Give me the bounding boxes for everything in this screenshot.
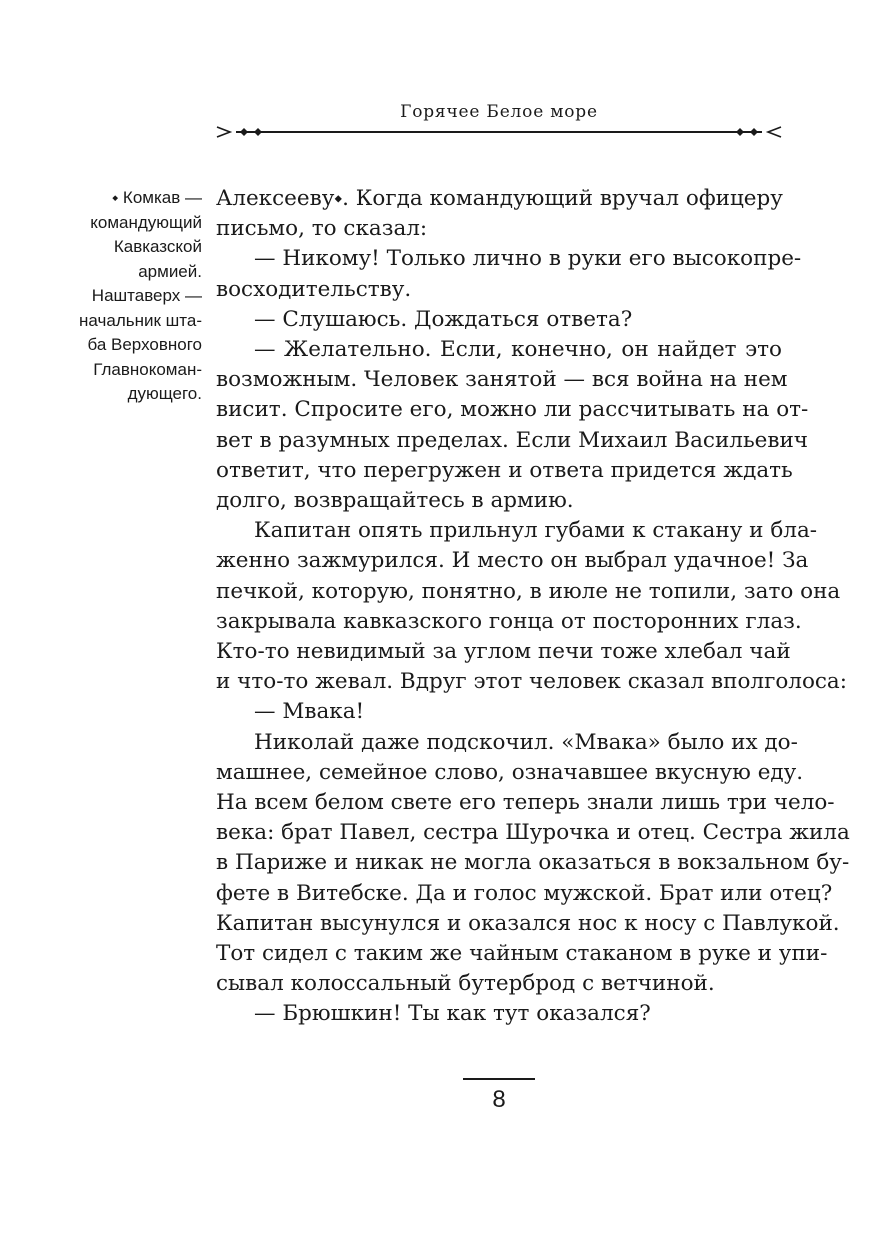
margin-note-line: Главнокоман- xyxy=(93,359,202,379)
text-line: — Брюшкин! Ты как тут оказался? xyxy=(254,1001,651,1027)
text-line: в Париже и никак не могла оказаться в вокзальном бу- xyxy=(216,850,850,876)
text-line: висит. Спросите его, можно ли рассчитывать на от- xyxy=(216,397,809,423)
text-line: — Желательно. Если, конечно, он найдет это xyxy=(254,337,782,363)
text-line: закрывала кавказского гонца от посторонних глаз. xyxy=(216,608,802,634)
text-line: фете в Витебске. Да и голос мужской. Брат или отец? xyxy=(216,880,833,906)
text-line: — Мвака! xyxy=(254,699,365,725)
body-text xyxy=(216,184,850,1030)
margin-note-line: армией. xyxy=(138,261,202,281)
header-ornament-rule xyxy=(216,124,782,140)
text-line: Тот сидел с таким же чайным стаканом в руке и упи- xyxy=(216,941,828,967)
text-line: века: брат Павел, сестра Шурочка и отец. Сестра жила xyxy=(216,820,850,846)
text-line: восходительству. xyxy=(216,276,412,302)
text-line: Кто-то невидимый за углом печи тоже хлебал чай xyxy=(216,639,791,665)
text-line: печкой, которую, понятно, в июле не топили, зато она xyxy=(216,578,841,604)
text-line: Алексееву⬩. Когда командующий вручал офицеру xyxy=(216,186,783,211)
text-line: и что-то жевал. Вдруг этот человек сказал вполголоса: xyxy=(216,669,847,695)
text-line: сывал колоссальный бутерброд с ветчиной. xyxy=(216,971,715,997)
text-line: На всем белом свете его теперь знали лишь три чело- xyxy=(216,790,835,816)
running-title: Горячее Белое море xyxy=(400,102,598,122)
text-line: вет в разумных пределах. Если Михаил Васильевич xyxy=(216,427,809,453)
margin-note-line: начальник шта- xyxy=(79,310,202,330)
margin-note-line: Кавказской xyxy=(113,237,202,256)
text-line: женно зажмурился. И место он выбрал удачное! За xyxy=(216,548,809,574)
text-line: долго, возвращайтесь в армию. xyxy=(216,488,574,514)
text-line: ответит, что перегружен и ответа придется ждать xyxy=(216,457,793,483)
text-line: Капитан высунулся и оказался нос к носу с Павлукой. xyxy=(216,910,840,936)
margin-note xyxy=(62,186,202,407)
text-line: машнее, семейное слово, означавшее вкусную еду. xyxy=(216,759,804,785)
text-line: — Слушаюсь. Дождаться ответа? xyxy=(254,306,633,332)
text-line: Капитан опять прильнул губами к стакану и бла- xyxy=(254,518,818,544)
page-number-rule xyxy=(463,1078,535,1080)
margin-note-line: дующего. xyxy=(127,384,202,403)
margin-note-line: ⬩ Комкав — xyxy=(112,188,202,207)
text-line: письмо, то сказал: xyxy=(216,216,428,242)
page-number: 8 xyxy=(492,1086,506,1113)
text-line: Николай даже подскочил. «Мвака» было их до- xyxy=(254,729,798,755)
text-line: возможным. Человек занятой — вся война на нем xyxy=(216,367,788,393)
margin-note-line: ба Верховного xyxy=(87,335,202,354)
margin-note-line: командующий xyxy=(90,212,202,232)
margin-note-line: Наштаверх — xyxy=(91,286,202,305)
text-line: — Никому! Только лично в руки его высокопре- xyxy=(254,246,802,272)
